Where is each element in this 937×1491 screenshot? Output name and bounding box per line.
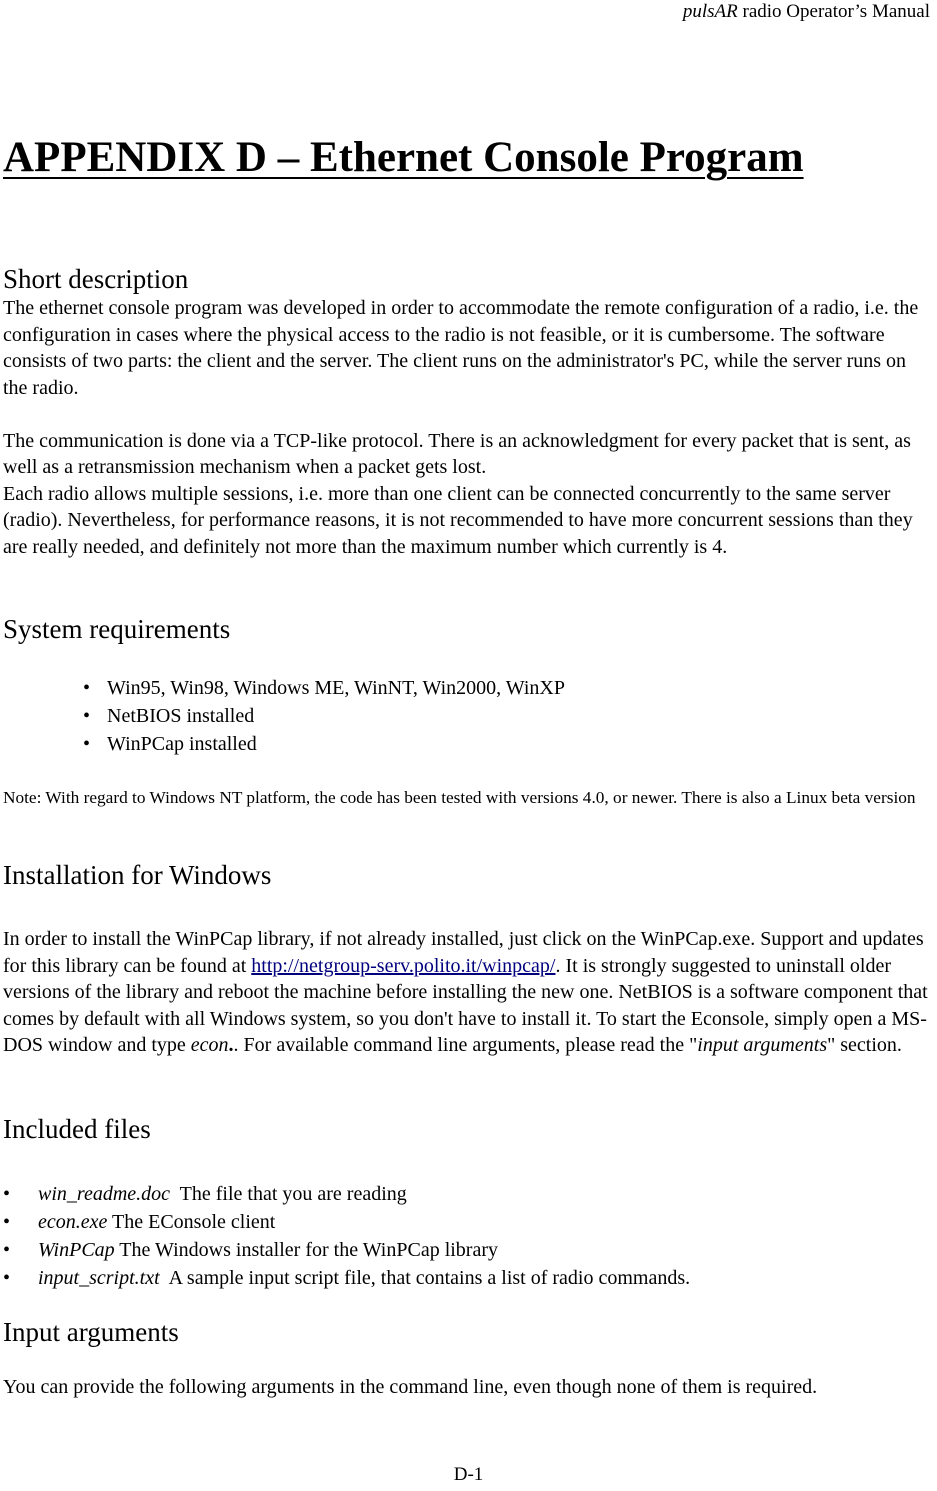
paragraph: The ethernet console program was developed in order to accommodate the remote configuration of a radio, i.e. the configuration in cases where the physical access to the radio is not feasible, or it is cumbersome. The software consists of two parts: the client and the server. The client runs on the administrator's PC, while the server runs on the radio. [3, 297, 919, 399]
list-item-text: NetBIOS installed [107, 705, 255, 727]
paragraph: The communication is done via a TCP-like protocol. There is an acknowledgment for every packet that is sent, as well as a retransmission mechanism when a packet gets lost. [3, 429, 911, 478]
short-description-body [3, 295, 935, 560]
bullet-icon: • [3, 1211, 11, 1233]
file-description: The EConsole client [107, 1211, 276, 1233]
installation-text: " section. [827, 1034, 902, 1056]
file-name: win_readme.doc [38, 1183, 171, 1205]
input-arguments-body: You can provide the following arguments in the command line, even though none of them is required. [3, 1376, 818, 1398]
installation-body: In order to install the WinPCap library, if not already installed, just click on the WinPCap.exe. Support and updates for this library can be found at http://netgroup-serv.polito.it/winpcap/. It is strongly suggested to uninstall older versions of the library and reboot the machine before installing the new one. NetBIOS is a software component that comes by default with all Windows system, so you don't have to install it. To start the Econsole, simply open a MS-DOS window and type econ.. For available command line arguments, please read the "input arguments" section. [3, 928, 928, 1056]
installation-text: . It is strongly suggested to uninstall older versions of the library and reboot the machine before installing the new one. NetBIOS is a software component that comes by default with all Windows system, so you don't have to install it. To start the Econsole, simply open a MS-DOS window and type [3, 954, 928, 1056]
command-name: econ [190, 1034, 229, 1056]
list-item-text: Win95, Win98, Windows ME, WinNT, Win2000, WinXP [107, 677, 565, 699]
page-title: APPENDIX D – Ethernet Console Program [3, 134, 804, 181]
section-heading-short-description: Short description [3, 264, 189, 294]
list-item-text: WinPCap installed [107, 733, 257, 755]
section-heading-system-requirements: System requirements [3, 614, 231, 644]
brand-name: pulsAR [682, 1, 738, 22]
paragraph: Each radio allows multiple sessions, i.e. more than one client can be connected concurrently to the same server (radio). Nevertheless, for performance reasons, it is not recommended to have more concurrent sessions than they are really needed, and definitely not more than the maximum number which currently is 4. [3, 482, 913, 558]
running-header-text: radio Operator’s Manual [737, 1, 930, 22]
winpcap-link[interactable]: http://netgroup-serv.polito.it/winpcap/ [251, 954, 556, 977]
running-header [683, 1, 930, 23]
section-reference: input arguments [697, 1034, 828, 1056]
bullet-icon: • [83, 733, 91, 755]
bullet-icon: • [3, 1267, 11, 1289]
file-description: The Windows installer for the WinPCap library [114, 1239, 499, 1261]
installation-text: . For available command line arguments, please read the " [233, 1034, 698, 1056]
file-description: A sample input script file, that contains a list of radio commands. [159, 1267, 691, 1289]
file-name: input_script.txt [38, 1267, 160, 1289]
bullet-icon: • [3, 1183, 11, 1205]
bullet-icon: • [3, 1239, 11, 1261]
file-name: econ.exe [38, 1211, 108, 1233]
section-heading-input-arguments: Input arguments [3, 1317, 179, 1347]
file-name: WinPCap [38, 1239, 115, 1261]
page-number: D-1 [453, 1464, 484, 1485]
platform-note: Note: With regard to Windows NT platform, the code has been tested with versions 4.0, or newer. There is also a Linux beta version [3, 788, 916, 807]
file-description: The file that you are reading [170, 1183, 407, 1205]
section-heading-installation: Installation for Windows [3, 860, 272, 890]
section-heading-included-files: Included files [3, 1114, 151, 1144]
installation-text: In order to install the WinPCap library, if not already installed, just click on the WinPCap.exe. Support and updates for this library can be found at [3, 928, 924, 977]
bullet-icon: • [83, 677, 91, 699]
bullet-icon: • [83, 705, 91, 727]
